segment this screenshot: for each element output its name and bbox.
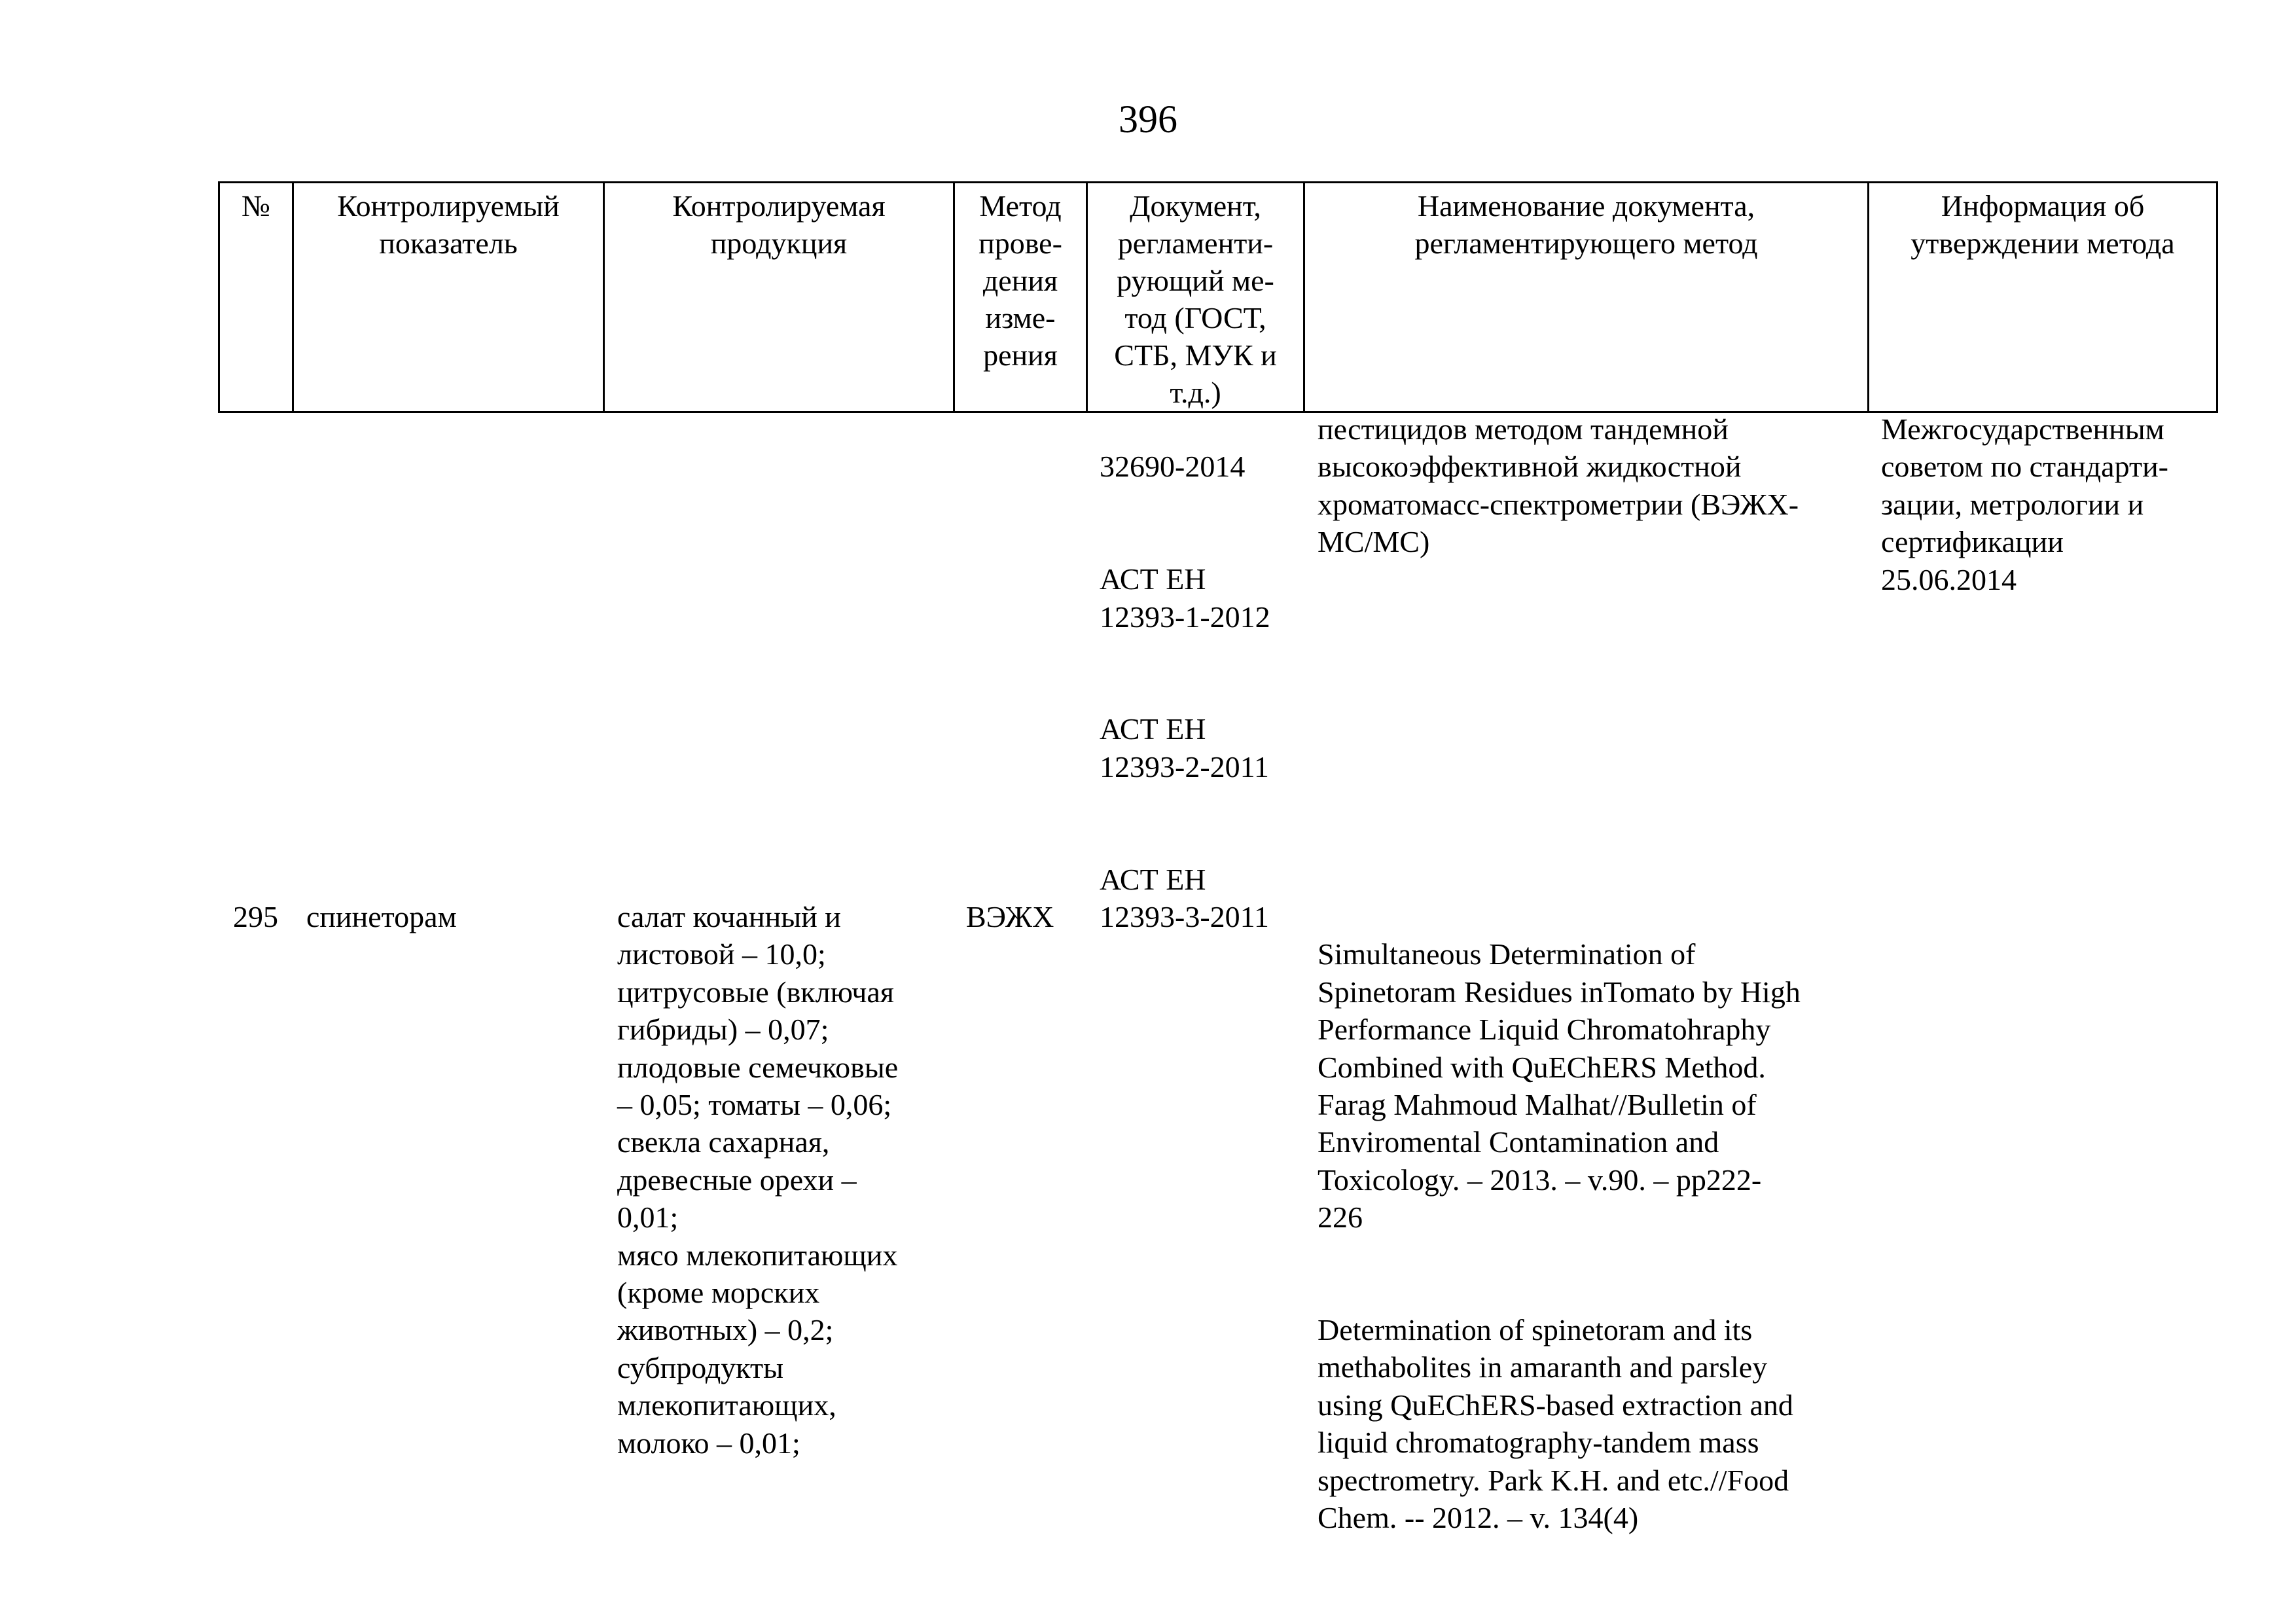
row-295-indicator: спинеторам bbox=[306, 900, 457, 933]
row-295-method: ВЭЖХ bbox=[966, 900, 1054, 933]
row-295-doc-names bbox=[1318, 898, 1874, 1574]
header-product-label: Контролируемая продукция bbox=[672, 189, 886, 260]
header-method-label: Метод прове- дения изме- рения bbox=[978, 189, 1062, 372]
row-295-num: 295 bbox=[233, 900, 278, 933]
table-header bbox=[218, 181, 2218, 413]
header-approval bbox=[1869, 183, 2217, 412]
header-doc-name bbox=[1304, 183, 1869, 412]
header-num bbox=[219, 183, 293, 412]
continued-document: 32690-2014 bbox=[1100, 450, 1246, 484]
continued-documents bbox=[1100, 410, 1309, 973]
header-num-label: № bbox=[242, 189, 270, 223]
header-method bbox=[954, 183, 1087, 412]
header-product bbox=[604, 183, 954, 412]
continued-document: АСТ ЕН 12393-1-2012 bbox=[1100, 562, 1270, 634]
continued-document: АСТ ЕН 12393-3-2011 bbox=[1100, 862, 1269, 934]
header-doc-name-label: Наименование документа, регламентирующего метод bbox=[1414, 189, 1758, 260]
page-number: 396 bbox=[1119, 98, 1177, 141]
header-row bbox=[219, 183, 2217, 412]
header-approval-label: Информация об утверждении метода bbox=[1910, 189, 2175, 260]
header-indicator-label: Контролируемый показатель bbox=[337, 189, 560, 260]
header-indicator bbox=[293, 183, 604, 412]
continued-doc-name: пестицидов методом тандемной высокоэффективной жидкостной хроматомасс-спектрометрии (ВЭЖХ- МС/МС) bbox=[1318, 412, 1799, 559]
row-295-products: салат кочанный и листовой – 10,0; цитрусовые (включая гибриды) – 0,07; плодовые семечковые – 0,05; томаты – 0,06; свекла сахарная, древесные орехи – 0,01; мясо млекопитающих (кроме морских животных) – 0,2; субпродукты млекопитающих, молоко – 0,01; bbox=[617, 900, 899, 1460]
row-295-doc-name: Simultaneous Determination of Spinetoram Residues inTomato by High Performance Liquid Chromatohraphy Combined with QuEChERS Method. Farag Mahmoud Malhat//Bulletin of Enviromental Contamination and Toxicology. – 2013. – v.90. – pp222- 226 bbox=[1318, 937, 1801, 1235]
continued-approval: Межгосударственным советом по стандарти- зации, метрологии и сертификации 25.06.2014 bbox=[1881, 412, 2168, 596]
header-document-label: Документ, регламенти- рующий ме- тод (ГОСТ, СТБ, МУК и т.д.) bbox=[1114, 189, 1277, 409]
continued-document: АСТ ЕН 12393-2-2011 bbox=[1100, 712, 1269, 784]
row-295-doc-name: Determination of spinetoram and its methabolites in amaranth and parsley using QuEChERS-based extraction and liquid chromatography-tandem mass spectrometry. Park K.H. and etc.//Food Chem. -- 2012. – v. 134(4) bbox=[1318, 1313, 1793, 1535]
header-document bbox=[1087, 183, 1304, 412]
